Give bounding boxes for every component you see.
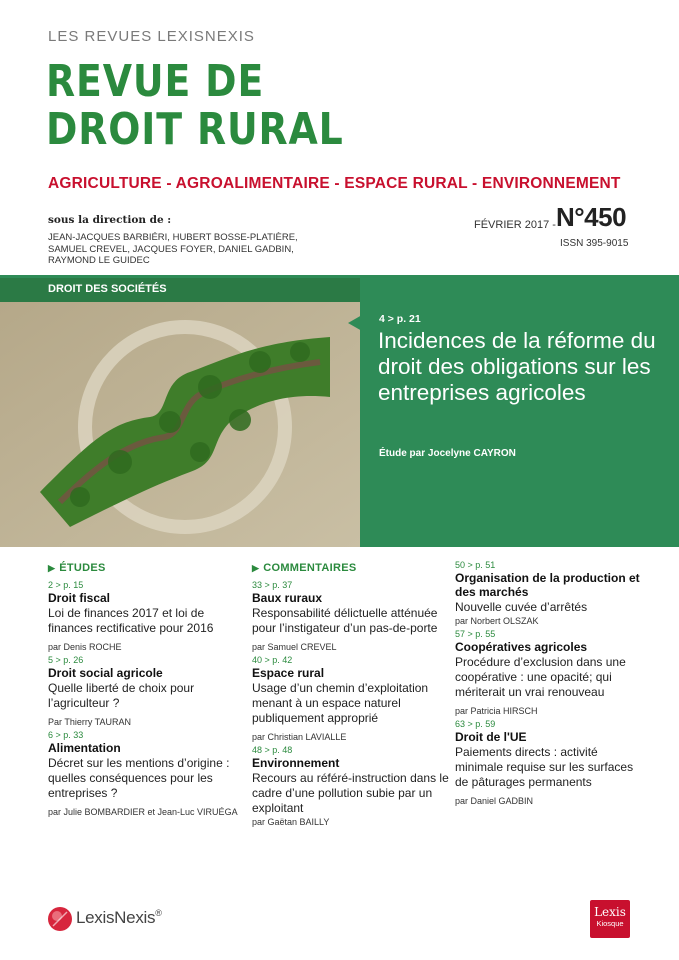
direction-names: JEAN-JACQUES BARBIÉRI, HUBERT BOSSE-PLATIÈRE, SAMUEL CREVEL, JACQUES FOYER, DANIEL GADBIN, RAYMOND LE GUIDEC <box>48 232 298 266</box>
column-commentaires <box>252 562 452 830</box>
triangle-icon: ▶ <box>252 563 260 573</box>
kiosque-line-2: Kiosque <box>596 919 624 928</box>
item-rubric: Baux ruraux <box>252 591 323 605</box>
item-rubric: Alimentation <box>48 741 121 755</box>
toc-item <box>48 655 248 728</box>
item-text: Paiements directs : activité minimale requise sur les surfaces de pâturages permanents <box>455 745 634 789</box>
toc-item <box>252 745 452 828</box>
item-author: par Denis ROCHE <box>48 642 122 652</box>
item-text: Décret sur les mentions d’origine : quelles conséquences pour les entreprises ? <box>48 756 230 800</box>
lexis-kiosque-badge[interactable] <box>590 900 630 938</box>
page-ref: 5 > p. 26 <box>48 655 84 665</box>
toc-item <box>48 730 248 818</box>
toc-item <box>252 580 452 653</box>
item-text: Usage d’un chemin d’exploitation menant à un espace naturel publiquement approprié <box>252 681 429 725</box>
item-author: par Julie BOMBARDIER et Jean-Luc VIRUÉGA <box>48 807 238 817</box>
item-rubric: Environnement <box>252 756 340 770</box>
page-ref: 48 > p. 48 <box>252 745 293 755</box>
issn: ISSN 395-9015 <box>560 238 629 249</box>
item-text: Loi de finances 2017 et loi de finances rectificative pour 2016 <box>48 606 214 635</box>
direction-label: sous la direction de : <box>48 214 172 226</box>
item-text: Nouvelle cuvée d’arrêtés <box>455 600 588 614</box>
item-author: Par Thierry TAURAN <box>48 717 132 727</box>
lexisnexis-logo-icon <box>47 906 73 932</box>
item-rubric: Droit fiscal <box>48 591 111 605</box>
toc-item <box>252 655 452 743</box>
feature-page-ref: 4 > p. 21 <box>379 313 421 325</box>
item-text: Recours au référé-instruction dans le cadre d’une pollution subie par un exploitant <box>252 771 449 815</box>
item-author: par Christian LAVIALLE <box>252 732 347 742</box>
series-name: LES REVUES LEXISNEXIS <box>48 28 255 45</box>
item-author: par Samuel CREVEL <box>252 642 337 652</box>
title-line-2: DROIT RURAL <box>46 104 344 155</box>
item-text: Responsabilité délictuelle atténuée pour l’instigateur d’un pas-de-porte <box>252 606 438 635</box>
toc-item <box>455 629 640 717</box>
feature-title: Incidences de la réforme du droit des obligations sur les entreprises agricoles <box>378 328 656 405</box>
feature-author: Étude par Jocelyne CAYRON <box>379 448 516 459</box>
kiosque-line-1: Lexis <box>594 905 626 919</box>
item-rubric: Droit de l'UE <box>455 730 527 744</box>
pointer-icon <box>346 315 362 331</box>
item-author: par Norbert OLSZAK <box>455 616 539 626</box>
triangle-icon: ▶ <box>48 563 56 573</box>
item-text: Quelle liberté de choix pour l’agriculteur ? <box>48 681 195 710</box>
item-author: par Daniel GADBIN <box>455 796 534 806</box>
item-author: par Patricia HIRSCH <box>455 706 538 716</box>
page-ref: 57 > p. 55 <box>455 629 496 639</box>
page-ref: 2 > p. 15 <box>48 580 84 590</box>
column-etudes <box>48 562 248 820</box>
item-rubric: Espace rural <box>252 666 325 680</box>
feature-rubric: DROIT DES SOCIÉTÉS <box>48 283 167 295</box>
issue-date: FÉVRIER 2017 - <box>474 219 556 231</box>
publisher-name: LexisNexis® <box>76 908 162 927</box>
item-rubric: Coopératives agricoles <box>455 640 588 654</box>
page-ref: 6 > p. 33 <box>48 730 84 740</box>
page-ref: 50 > p. 51 <box>455 560 496 570</box>
journal-subtitle: AGRICULTURE - AGROALIMENTAIRE - ESPACE RURAL - ENVIRONNEMENT <box>48 175 621 192</box>
issue-number: N°450 <box>556 202 627 232</box>
section-heading: ▶ COMMENTAIRES <box>252 562 357 574</box>
title-line-1: REVUE DE <box>46 56 265 107</box>
journal-title <box>46 58 344 154</box>
toc-item <box>455 560 640 627</box>
item-text: Procédure d’exclusion dans une coopérative : une opacité; qui mériterait un vrai renouveau <box>455 655 626 699</box>
page-ref: 40 > p. 42 <box>252 655 293 665</box>
column-continued <box>455 558 640 809</box>
section-heading: ▶ ÉTUDES <box>48 562 106 574</box>
page-ref: 33 > p. 37 <box>252 580 293 590</box>
item-rubric: Organisation de la production et des marchés <box>455 571 640 599</box>
toc-item <box>48 580 248 653</box>
item-author: par Gaëtan BAILLY <box>252 817 330 827</box>
cover-photo <box>0 302 360 547</box>
item-rubric: Droit social agricole <box>48 666 163 680</box>
page-ref: 63 > p. 59 <box>455 719 496 729</box>
toc-item <box>455 719 640 807</box>
